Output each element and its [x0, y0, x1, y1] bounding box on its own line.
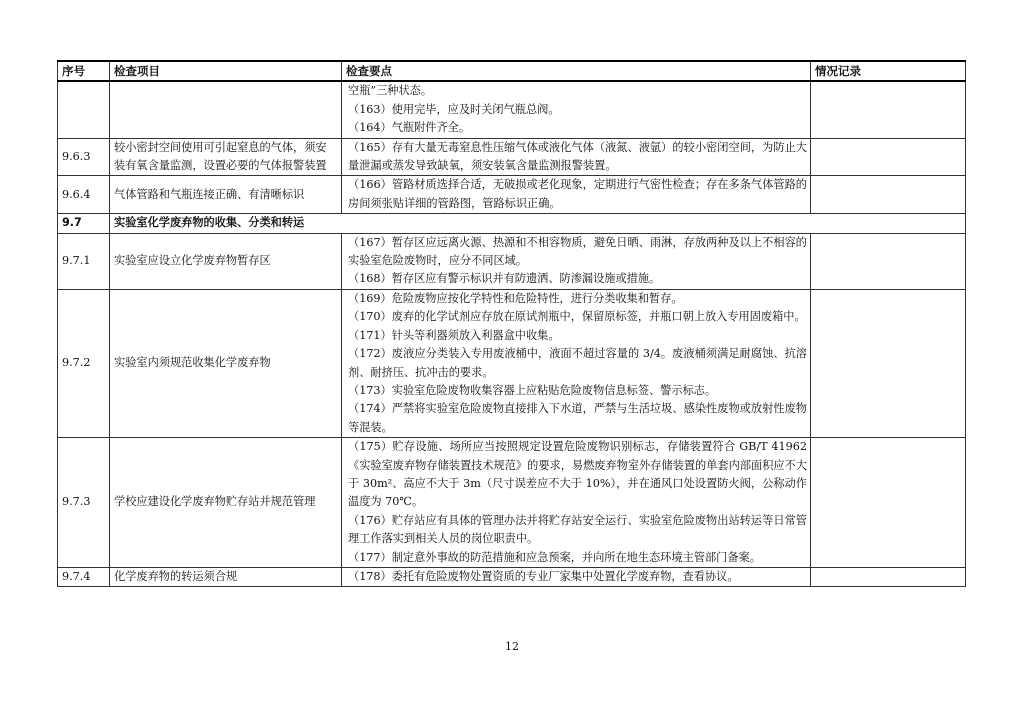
check-item: 化学废弃物的转运须合规: [110, 567, 342, 586]
section-number: 9.7: [58, 214, 110, 233]
header-item: 检查项目: [110, 61, 342, 81]
check-points: [342, 81, 811, 138]
table-row: [58, 81, 966, 138]
check-points: [342, 233, 811, 289]
table-row: [58, 138, 966, 176]
check-point: （168）暂存区应有警示标识并有防遗洒、防渗漏设施或措施。: [348, 272, 661, 286]
table-row: [58, 567, 966, 586]
row-number: 9.7.3: [58, 438, 110, 568]
page-number: 12: [505, 640, 519, 653]
row-number: 9.7.2: [58, 289, 110, 437]
check-item: 学校应建设化学废弃物贮存站并规范管理: [110, 438, 342, 568]
check-item: 气体管路和气瓶连接正确、有清晰标识: [110, 176, 342, 214]
row-number: 9.6.3: [58, 138, 110, 176]
record-cell[interactable]: [811, 138, 966, 176]
row-number: 9.7.4: [58, 567, 110, 586]
check-points: [342, 138, 811, 176]
inspection-table: [57, 60, 966, 587]
check-point: （169）危险废物应按化学特性和危险特性，进行分类收集和暂存。: [348, 291, 683, 305]
table-row: [58, 289, 966, 437]
table-row: [58, 233, 966, 289]
check-point: （163）使用完毕，应及时关闭气瓶总阀。: [348, 102, 560, 116]
check-item: [110, 81, 342, 138]
check-point: （173）实验室危险废物收集容器上应粘贴危险废物信息标签、警示标志。: [348, 383, 717, 397]
header-no: 序号: [58, 61, 110, 81]
check-point: （167）暂存区应远离火源、热源和不相容物质，避免日晒、雨淋，存放两种及以上不相容的实验室危险废物时，应分不同区域。: [348, 235, 807, 268]
table-row: [58, 176, 966, 214]
section-title: 实验室化学废弃物的收集、分类和转运: [110, 214, 966, 233]
table-body: [58, 81, 966, 586]
header-record: 情况记录: [811, 61, 966, 81]
check-point: （165）存有大量无毒窒息性压缩气体或液化气体（液氮、液氩）的较小密闭空间，为防止大量泄漏或蒸发导致缺氧，须安装氧含量监测报警装置。: [348, 140, 807, 173]
check-points: [342, 567, 811, 586]
check-point: （175）贮存设施、场所应当按照规定设置危险废物识别标志，存储装置符合 GB/T 41962《实验室废弃物存储装置技术规范》的要求，易燃废弃物室外存储装置的单套内部面积应不大于 30m²、高应不大于 3m（尺寸误差应不大于 10%），并在通风口处设置防火阀，公称动作温度为 70℃。: [348, 440, 807, 509]
check-points: [342, 176, 811, 214]
check-item: 较小密封空间使用可引起窒息的气体，须安装有氧含量监测，设置必要的气体报警装置: [110, 138, 342, 176]
record-cell[interactable]: [811, 289, 966, 437]
table-header-row: [58, 61, 966, 81]
record-cell[interactable]: [811, 81, 966, 138]
table-row: [58, 438, 966, 568]
check-point: 空瓶”三种状态。: [348, 84, 433, 98]
check-point: （164）气瓶附件齐全。: [348, 121, 471, 135]
check-point: （176）贮存站应有具体的管理办法并将贮存站安全运行、实验室危险废物出站转运等日常管理工作落实到相关人员的岗位职责中。: [348, 513, 807, 546]
header-points: 检查要点: [342, 61, 811, 81]
check-item: 实验室内须规范收集化学废弃物: [110, 289, 342, 437]
check-point: （178）委托有危险废物处置资质的专业厂家集中处置化学废弃物，查看协议。: [348, 569, 739, 583]
row-number: 9.6.4: [58, 176, 110, 214]
check-point: （174）严禁将实验室危险废物直接排入下水道，严禁与生活垃圾、感染性废物或放射性废物等混装。: [348, 402, 807, 434]
section-row: [58, 214, 966, 233]
check-item: 实验室应设立化学废弃物暂存区: [110, 233, 342, 289]
check-points: [342, 438, 811, 568]
check-point: （172）废液应分类装入专用废液桶中，液面不超过容量的 3/4。废液桶须满足耐腐蚀、抗溶剂、耐挤压、抗冲击的要求。: [348, 347, 807, 379]
check-point: （177）制定意外事故的防范措施和应急预案，并向所在地生态环境主管部门备案。: [348, 550, 761, 564]
record-cell[interactable]: [811, 233, 966, 289]
record-cell[interactable]: [811, 438, 966, 568]
record-cell[interactable]: [811, 567, 966, 586]
check-point: （170）废弃的化学试剂应存放在原试剂瓶中，保留原标签，并瓶口朝上放入专用固废箱中。: [348, 310, 806, 324]
row-number: [58, 81, 110, 138]
check-point: （171）针头等利器须放入利器盒中收集。: [348, 328, 560, 342]
record-cell[interactable]: [811, 176, 966, 214]
check-points: [342, 289, 811, 437]
row-number: 9.7.1: [58, 233, 110, 289]
check-point: （166）管路材质选择合适，无破损或老化现象，定期进行气密性检查；存在多条气体管路的房间须张贴详细的管路图，管路标识正确。: [348, 178, 807, 210]
